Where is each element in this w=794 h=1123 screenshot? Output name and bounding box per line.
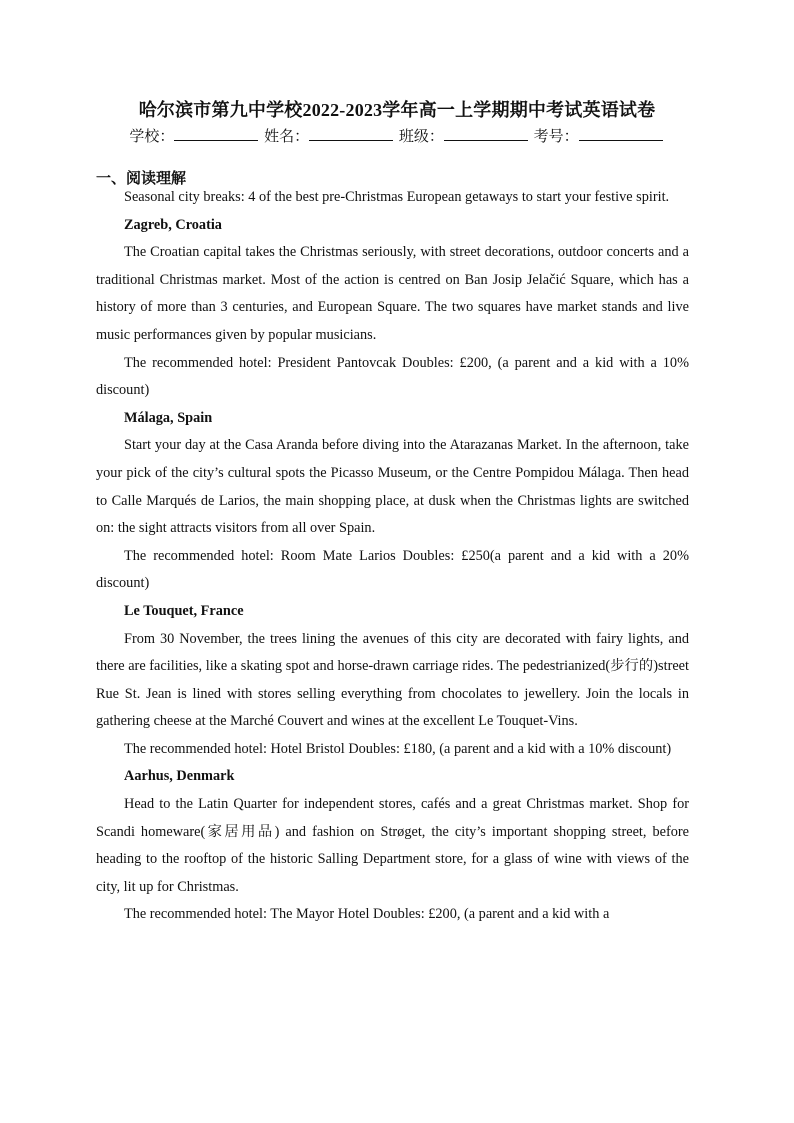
class-label: 班级： [398,129,444,145]
name-label: 姓名： [264,129,310,145]
school-label: 学校： [129,129,175,145]
exam-number-blank[interactable] [579,126,663,141]
name-blank[interactable] [309,126,393,141]
exam-number-label: 考号： [533,129,579,145]
section-heading: 一、阅读理解 [96,171,187,187]
class-blank[interactable] [444,126,528,141]
hotel-malaga: The recommended hotel: Room Mate Larios Doubles: £250(a parent and a kid with a 20% discount) [96,547,689,592]
student-info-fields [0,125,794,146]
city-heading-malaga: Málaga, Spain [124,409,213,426]
school-blank[interactable] [174,126,258,141]
hotel-zagreb: The recommended hotel: President Pantovcak Doubles: £200, (a parent and a kid with a 10% discount) [96,354,689,399]
hotel-aarhus: The recommended hotel: The Mayor Hotel Doubles: £200, (a parent and a kid with a [124,906,610,923]
city-body-le-touquet: From 30 November, the trees lining the avenues of this city are decorated with fairy lights, and there are facilities, like a skating spot and horse-drawn carriage rides. The pedestrianized(步行的)street Rue St. Jean is lined with stores selling everything from chocolates to jewellery. Join the locals in gathering cheese at the Marché Couvert and wines at the excellent Le Touquet-Vins. [96,630,689,730]
passage-intro: Seasonal city breaks: 4 of the best pre-Christmas European getaways to start your festive spirit. [124,189,670,205]
city-body-aarhus: Head to the Latin Quarter for independent stores, cafés and a great Christmas market. Shop for Scandi homeware(家居用品) and fashion on Strøget, the city’s important shopping street, before heading to the rooftop of the historic Salling Department store, for a glass of wine with views of the city, lit up for Christmas. [96,796,689,895]
hotel-le-touquet: The recommended hotel: Hotel Bristol Doubles: £180, (a parent and a kid with a 10% discount) [124,740,672,757]
city-heading-aarhus: Aarhus, Denmark [124,768,235,785]
exam-title: 哈尔滨市第九中学校2022-2023学年高一上学期期中考试英语试卷 [138,100,656,120]
reading-passage [96,184,689,929]
city-body-malaga: Start your day at the Casa Aranda before diving into the Atarazanas Market. In the afternoon, take your pick of the city’s cultural spots the Picasso Museum, or the Centre Pompidou Málaga. Then head to Calle Marqués de Larios, the main shopping place, at dusk when the Christmas lights are switched on: the sight attracts visitors from all over Spain. [96,437,689,537]
city-heading-zagreb: Zagreb, Croatia [124,216,222,233]
city-body-zagreb: The Croatian capital takes the Christmas seriously, with street decorations, outdoor concerts and a traditional Christmas market. Most of the action is centred on Ban Josip Jelačić Square, which has a history of more than 3 centuries, and European Square. The two squares have market stands and live music performances given by popular musicians. [96,244,689,343]
city-heading-le-touquet: Le Touquet, France [124,602,244,619]
